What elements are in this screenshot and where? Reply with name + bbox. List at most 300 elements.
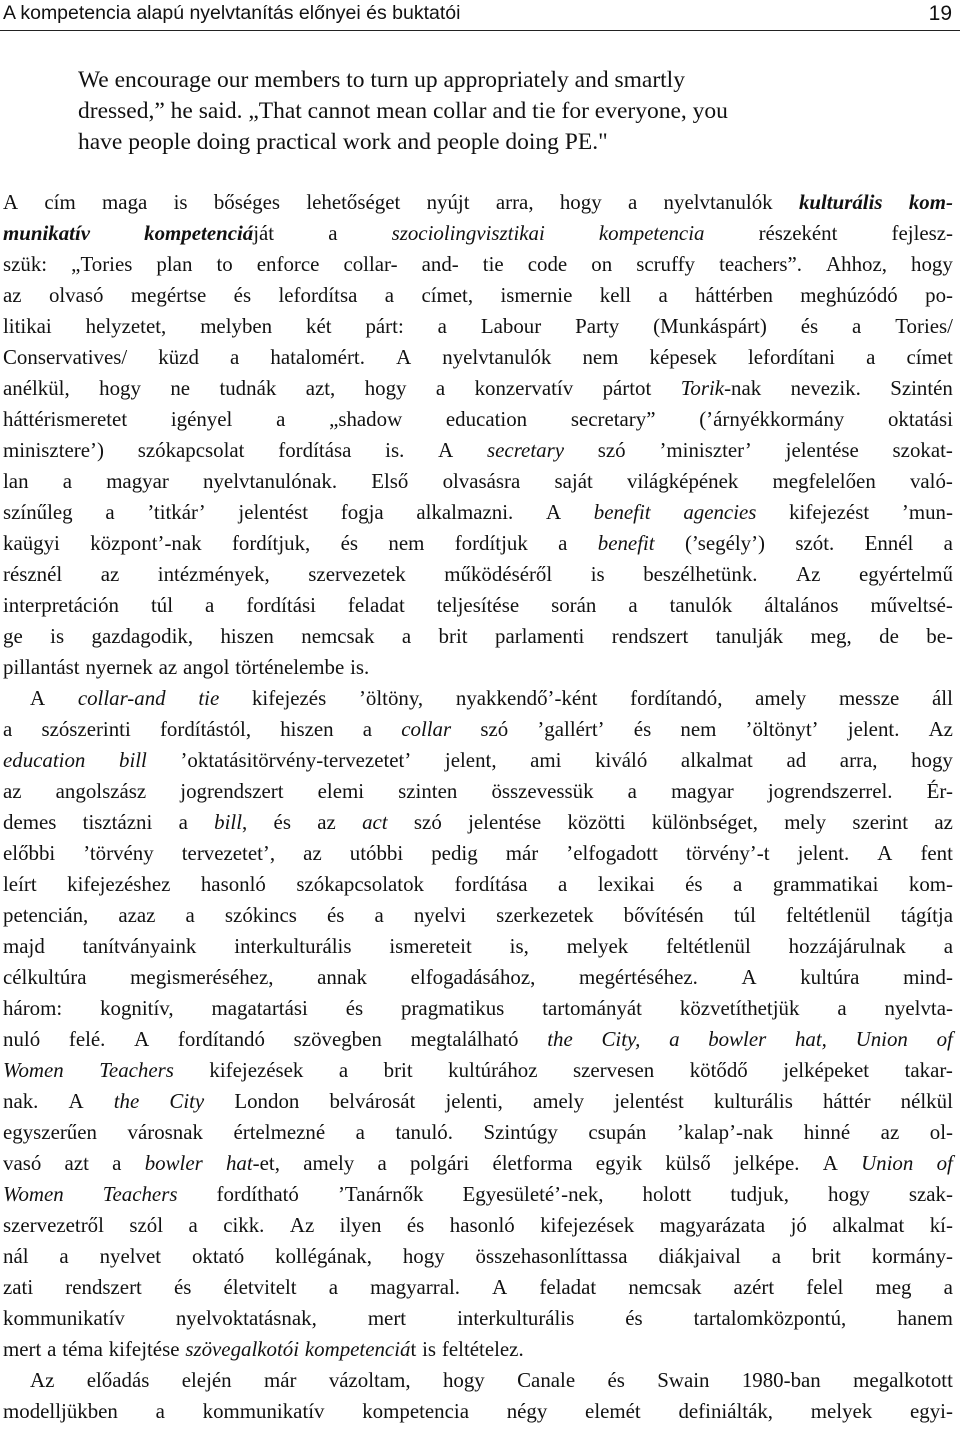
word [671, 776, 734, 807]
word [643, 1179, 692, 1210]
word [3, 1148, 41, 1179]
text: A [492, 1275, 508, 1299]
word [695, 280, 773, 311]
word [909, 187, 953, 218]
text-line [3, 1241, 953, 1272]
text: életvitelt [223, 1275, 297, 1299]
text: szük: [3, 252, 48, 276]
text: pragmatikus [401, 996, 505, 1020]
text: a [178, 810, 188, 834]
word [659, 280, 668, 311]
word [772, 1241, 781, 1272]
text: háttérben [695, 283, 773, 307]
text: az [100, 562, 120, 586]
text: is, [509, 934, 529, 958]
word [411, 962, 536, 993]
text: kötődő [689, 1058, 748, 1082]
word [870, 590, 952, 621]
text: különbséget, [651, 810, 758, 834]
text: a [733, 872, 743, 896]
text: ’titkár’ [147, 500, 206, 524]
word [876, 1272, 912, 1303]
emphasis: kulturális [798, 190, 883, 214]
word [789, 497, 869, 528]
word [598, 869, 655, 900]
text: a [558, 531, 568, 555]
word [795, 528, 834, 559]
text: központ’-nak [90, 531, 202, 555]
word [475, 373, 574, 404]
text: a [837, 996, 847, 1020]
text: elfogadásához, [410, 965, 536, 989]
text: -nak [724, 376, 762, 400]
text: amely [303, 1151, 355, 1175]
text: magyarral. [370, 1275, 461, 1299]
emphasis: szociolingvisztikai [391, 221, 545, 245]
word [492, 1272, 507, 1303]
word [507, 1396, 548, 1427]
text: a [328, 221, 338, 245]
text: Az [796, 562, 821, 586]
text: nuló [3, 1027, 41, 1051]
text: a [47, 1337, 57, 1361]
text: kommunikatív [3, 1306, 125, 1330]
text: vázoltam, [328, 1368, 411, 1392]
word [719, 249, 802, 280]
text: kompetencia [362, 1399, 469, 1423]
text: fogja [340, 500, 384, 524]
word [431, 838, 477, 869]
text: háttér [822, 1089, 871, 1113]
text: és [273, 810, 291, 834]
text: Az [30, 1368, 55, 1392]
text: cikk. [223, 1213, 265, 1237]
text: két [306, 314, 332, 338]
text: A [545, 500, 562, 524]
word [528, 249, 567, 280]
text: „shadow [329, 407, 403, 431]
text: demes [3, 810, 57, 834]
text: hozzájárulnak [788, 934, 906, 958]
word [643, 559, 757, 590]
word [180, 745, 411, 776]
word [185, 1334, 299, 1365]
word [3, 342, 127, 373]
emphasis: kompetenciá [304, 1337, 411, 1361]
word [395, 1117, 452, 1148]
text: jelképe. [733, 1151, 800, 1175]
word [396, 342, 411, 373]
word [3, 311, 52, 342]
word [278, 435, 351, 466]
text: szó [413, 810, 442, 834]
text: scruffy [636, 252, 695, 276]
text: Ahhoz, [826, 252, 887, 276]
text: a [377, 1151, 387, 1175]
text: ismereteit [389, 934, 472, 958]
word [624, 900, 704, 931]
word [734, 1272, 775, 1303]
text: -et, [252, 1151, 280, 1175]
text: oktató [191, 1244, 245, 1268]
text-line [3, 745, 953, 776]
word [407, 1210, 424, 1241]
word [130, 962, 273, 993]
text: és [625, 1306, 643, 1330]
text: mind- [903, 965, 953, 989]
word [156, 249, 192, 280]
word [92, 621, 194, 652]
text-line [3, 962, 953, 993]
word [114, 1086, 140, 1117]
word [686, 838, 770, 869]
text: fordítjuk [454, 531, 528, 555]
text: a [437, 314, 447, 338]
word [138, 435, 245, 466]
text-line [3, 342, 953, 373]
quote-line: We encourage our members to turn up appropriately and smartly [78, 67, 685, 93]
emphasis: Union [861, 1151, 914, 1175]
word [910, 1396, 953, 1427]
word [275, 1241, 372, 1272]
text: szokat- [892, 438, 953, 462]
text: hasonló [200, 872, 266, 896]
text: bővítésén [623, 903, 704, 927]
text: kifejezések [540, 1213, 635, 1237]
text: teachers”. [719, 252, 802, 276]
word [840, 745, 878, 776]
text-line [3, 1303, 953, 1334]
word [212, 993, 308, 1024]
running-header-title: A kompetencia alapú nyelvtanítás előnyei és buktatói [3, 2, 461, 24]
word [905, 1055, 953, 1086]
text: az [880, 1120, 900, 1144]
text: magatartási [211, 996, 308, 1020]
text: előbbi [3, 841, 56, 865]
word [699, 404, 844, 435]
text: felel [806, 1275, 844, 1299]
word [714, 1086, 793, 1117]
text: és [685, 872, 703, 896]
word [144, 218, 274, 249]
word [3, 1179, 64, 1210]
word [3, 373, 70, 404]
word [179, 807, 188, 838]
text: gazdagodik, [91, 624, 194, 648]
word [356, 1117, 365, 1148]
word [540, 1210, 634, 1241]
word [450, 1210, 515, 1241]
word [909, 1179, 953, 1210]
word [650, 342, 717, 373]
text: litikai [3, 314, 52, 338]
word [3, 745, 85, 776]
text: nyelvoktatásnak, [175, 1306, 317, 1330]
text: már [505, 841, 539, 865]
word [567, 931, 629, 962]
word [925, 280, 953, 311]
text: angolszász [55, 779, 147, 803]
word [235, 652, 344, 683]
word [301, 621, 374, 652]
emphasis: secretary [487, 438, 564, 462]
text: kultúrához [448, 1058, 538, 1082]
word [660, 1210, 766, 1241]
emphasis: City, [601, 1027, 641, 1051]
text: nyelvtanulók [442, 345, 552, 369]
text: helyzetet, [85, 314, 167, 338]
word [203, 1396, 325, 1427]
word [317, 962, 367, 993]
text-line [3, 528, 953, 559]
word [201, 869, 266, 900]
word [614, 1086, 684, 1117]
emphasis: bill [214, 810, 243, 834]
text: Első [371, 469, 409, 493]
word [205, 590, 214, 621]
word [339, 1055, 348, 1086]
text: a [155, 1399, 165, 1423]
text: fordítandó, [630, 686, 723, 710]
word [69, 1024, 106, 1055]
word [402, 621, 411, 652]
block-quote [78, 65, 878, 158]
word [879, 621, 899, 652]
text: kulturális [713, 1089, 793, 1113]
text: feltételez. [441, 1337, 524, 1361]
text: A [438, 438, 454, 462]
text: nyernek [85, 655, 153, 679]
text-line [3, 218, 953, 249]
text: megértéséhez. [578, 965, 698, 989]
word [828, 1179, 870, 1210]
word [437, 590, 519, 621]
word [3, 776, 22, 807]
text: hanem [897, 1306, 953, 1330]
text: szókapcsolatok [296, 872, 424, 896]
word [69, 1086, 84, 1117]
word [596, 1148, 642, 1179]
word [3, 621, 23, 652]
text: a [771, 1244, 781, 1268]
word [238, 497, 308, 528]
text-line [3, 900, 953, 931]
word [926, 621, 953, 652]
text: és [607, 1368, 625, 1392]
word [911, 745, 953, 776]
text: kifejezés [251, 686, 327, 710]
text: jelent. [797, 841, 850, 865]
text: kaügyi [3, 531, 60, 555]
text: mert [367, 1306, 407, 1330]
word [798, 838, 850, 869]
text-line [3, 1396, 953, 1427]
word [233, 1117, 325, 1148]
word [598, 435, 626, 466]
text: a [374, 903, 384, 927]
word [338, 1179, 424, 1210]
word [859, 559, 953, 590]
text: a [866, 345, 876, 369]
word [87, 1365, 150, 1396]
text: városnak [127, 1120, 203, 1144]
text: arra, [495, 190, 534, 214]
text: petencián, [3, 903, 89, 927]
word [934, 807, 953, 838]
text: fent [920, 841, 953, 865]
text: A [68, 1089, 84, 1113]
text: parlamenti [495, 624, 585, 648]
word [160, 714, 251, 745]
text: Szintúgy [483, 1120, 558, 1144]
text: az [934, 810, 953, 834]
text: vasó [3, 1151, 42, 1175]
text: Party [575, 314, 620, 338]
text: szerkezetek [496, 903, 594, 927]
word [30, 683, 45, 714]
text: a [558, 872, 568, 896]
word [41, 714, 130, 745]
word [442, 1334, 524, 1365]
text: kollégának, [275, 1244, 372, 1268]
text-line [3, 869, 953, 900]
word [652, 807, 758, 838]
text: szó [480, 717, 509, 741]
emphasis: bowler [708, 1027, 767, 1051]
word [216, 249, 232, 280]
word [158, 559, 270, 590]
text: nyakkendő’-ként [455, 686, 598, 710]
text: kifejezéshez [67, 872, 171, 896]
word [929, 714, 953, 745]
emphasis: Teachers [102, 1182, 178, 1206]
text: definiálták, [678, 1399, 774, 1423]
word [659, 435, 751, 466]
word [427, 187, 470, 218]
text: anélkül, [3, 376, 70, 400]
text: hasonló [449, 1213, 515, 1237]
word [219, 373, 276, 404]
emphasis: tie [198, 686, 220, 710]
word [872, 1241, 953, 1272]
word [537, 714, 604, 745]
word [3, 931, 45, 962]
word [438, 435, 453, 466]
text: is [422, 1337, 437, 1361]
word [182, 1365, 232, 1396]
text: ’mun- [901, 500, 953, 524]
word [198, 683, 219, 714]
text: a [59, 1244, 69, 1268]
text: fordítástól, [159, 717, 252, 741]
text: külső [665, 1151, 711, 1175]
text: nyújt [426, 190, 470, 214]
text: jó [790, 1213, 807, 1237]
word [881, 1117, 900, 1148]
word [454, 869, 527, 900]
word [789, 931, 906, 962]
text: alkalmazni. [416, 500, 514, 524]
text-line [3, 497, 953, 528]
word [359, 683, 423, 714]
text: a [384, 283, 395, 307]
word [852, 807, 908, 838]
word [78, 683, 166, 714]
emphasis: of [936, 1027, 953, 1051]
word [388, 528, 424, 559]
word [401, 714, 451, 745]
text: , [242, 810, 248, 834]
word [442, 342, 551, 373]
word [119, 745, 147, 776]
word [677, 1117, 773, 1148]
word [664, 187, 773, 218]
word [178, 1024, 265, 1055]
text: hogy [99, 376, 141, 400]
text: megtalálható [410, 1027, 519, 1051]
text: meghúzódó [800, 283, 898, 307]
word [3, 1396, 118, 1427]
word [748, 342, 835, 373]
word [62, 1334, 103, 1365]
word [306, 373, 336, 404]
text: rendszert [611, 624, 689, 648]
text: brit [438, 624, 468, 648]
text: életforma [492, 1151, 573, 1175]
text: csupán [588, 1120, 647, 1144]
word [350, 652, 369, 683]
emphasis: kompetenciá [144, 221, 254, 245]
text: jelenti, [445, 1089, 503, 1113]
word [365, 373, 407, 404]
text: a [658, 283, 668, 307]
word [176, 1303, 317, 1334]
word [50, 621, 64, 652]
text: tanulják [715, 624, 784, 648]
word [290, 1210, 314, 1241]
text: kognitív, [100, 996, 174, 1020]
text: a [943, 934, 953, 958]
text: az [317, 810, 336, 834]
word [901, 900, 953, 931]
text: ismernie [500, 283, 573, 307]
word [888, 404, 953, 435]
word [823, 1086, 871, 1117]
text: egyszerűen [3, 1120, 97, 1144]
word [937, 1148, 953, 1179]
text: közötti [567, 810, 626, 834]
word [500, 280, 572, 311]
text: világképének [626, 469, 739, 493]
text: fordítjuk, [231, 531, 311, 555]
emphasis: of [936, 1151, 953, 1175]
text: hiszen [220, 624, 274, 648]
word [106, 466, 169, 497]
emphasis: bill [119, 748, 147, 772]
word [773, 466, 876, 497]
word [109, 1334, 180, 1365]
text: kormány- [871, 1244, 953, 1268]
text: A [3, 190, 19, 214]
word [877, 838, 892, 869]
word [3, 1272, 33, 1303]
word [653, 311, 767, 342]
word [385, 435, 404, 466]
text: tartományát [542, 996, 642, 1020]
text: enforce [256, 252, 320, 276]
emphasis: hat, [794, 1027, 827, 1051]
text: egyik [595, 1151, 643, 1175]
